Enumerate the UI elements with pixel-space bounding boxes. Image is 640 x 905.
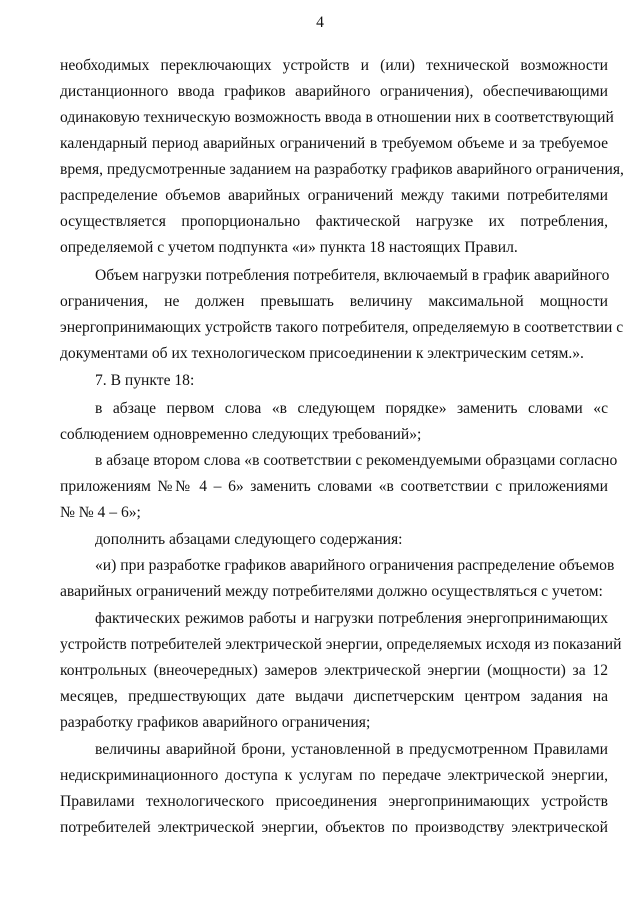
text-line: энергопринимающих устройств такого потребителя, определяемую в соответствии с xyxy=(60,319,624,336)
text-line: контрольных (внеочередных) замеров электрической энергии (мощности) за 12 xyxy=(60,662,608,679)
text-line: недискриминационного доступа к услугам по передаче электрической энергии, xyxy=(60,767,608,784)
text-line: в абзаце втором слова «в соответствии с рекомендуемыми образцами согласно xyxy=(95,452,618,469)
text-line: в абзаце первом слова «в следующем порядке» заменить словами «с xyxy=(95,400,608,417)
text-line: потребителей электрической энергии, объектов по производству электрической xyxy=(60,819,608,836)
text-line: № № 4 – 6»; xyxy=(60,504,141,521)
text-line: «и) при разработке графиков аварийного ограничения распределение объемов xyxy=(95,557,615,574)
text-line: осуществляется пропорционально фактической нагрузке их потребления, xyxy=(60,213,608,230)
text-line: документами об их технологическом присоединении к электрическим сетям.». xyxy=(60,345,584,362)
text-line: месяцев, предшествующих дате выдачи диспетчерским центром задания на xyxy=(60,688,608,705)
text-line: Правилами технологического присоединения энергопринимающих устройств xyxy=(60,793,608,810)
text-line: календарный период аварийных ограничений в требуемом объеме и за требуемое xyxy=(60,135,608,152)
text-line: аварийных ограничений между потребителями должно осуществляться с учетом: xyxy=(60,583,603,600)
text-line: время, предусмотренные заданием на разработку графиков аварийного ограничения, xyxy=(60,161,624,178)
text-line: Объем нагрузки потребления потребителя, включаемый в график аварийного xyxy=(95,267,610,284)
text-line: ограничения, не должен превышать величину максимальной мощности xyxy=(60,293,608,310)
text-line: необходимых переключающих устройств и (или) технической возможности xyxy=(60,57,608,74)
text-line: 7. В пункте 18: xyxy=(95,372,195,389)
text-line: дистанционного ввода графиков аварийного ограничения), обеспечивающими xyxy=(60,83,608,100)
text-line: одинаковую техническую возможность ввода в отношении них в соответствующий xyxy=(60,109,614,126)
text-line: дополнить абзацами следующего содержания: xyxy=(95,531,403,548)
text-line: устройств потребителей электрической энергии, определяемых исходя из показаний xyxy=(60,636,622,653)
text-line: фактических режимов работы и нагрузки потребления энергопринимающих xyxy=(95,610,608,627)
text-line: разработку графиков аварийного ограничения; xyxy=(60,714,371,731)
text-line: определяемой с учетом подпункта «и» пункта 18 настоящих Правил. xyxy=(60,239,518,256)
text-line: соблюдением одновременно следующих требований»; xyxy=(60,426,422,443)
text-line: приложениям №№ 4 – 6» заменить словами «в соответствии с приложениями xyxy=(60,478,608,495)
page-number: 4 xyxy=(316,14,324,31)
text-line: величины аварийной брони, установленной в предусмотренном Правилами xyxy=(95,741,608,758)
text-line: распределение объемов аварийных ограничений между такими потребителями xyxy=(60,187,608,204)
